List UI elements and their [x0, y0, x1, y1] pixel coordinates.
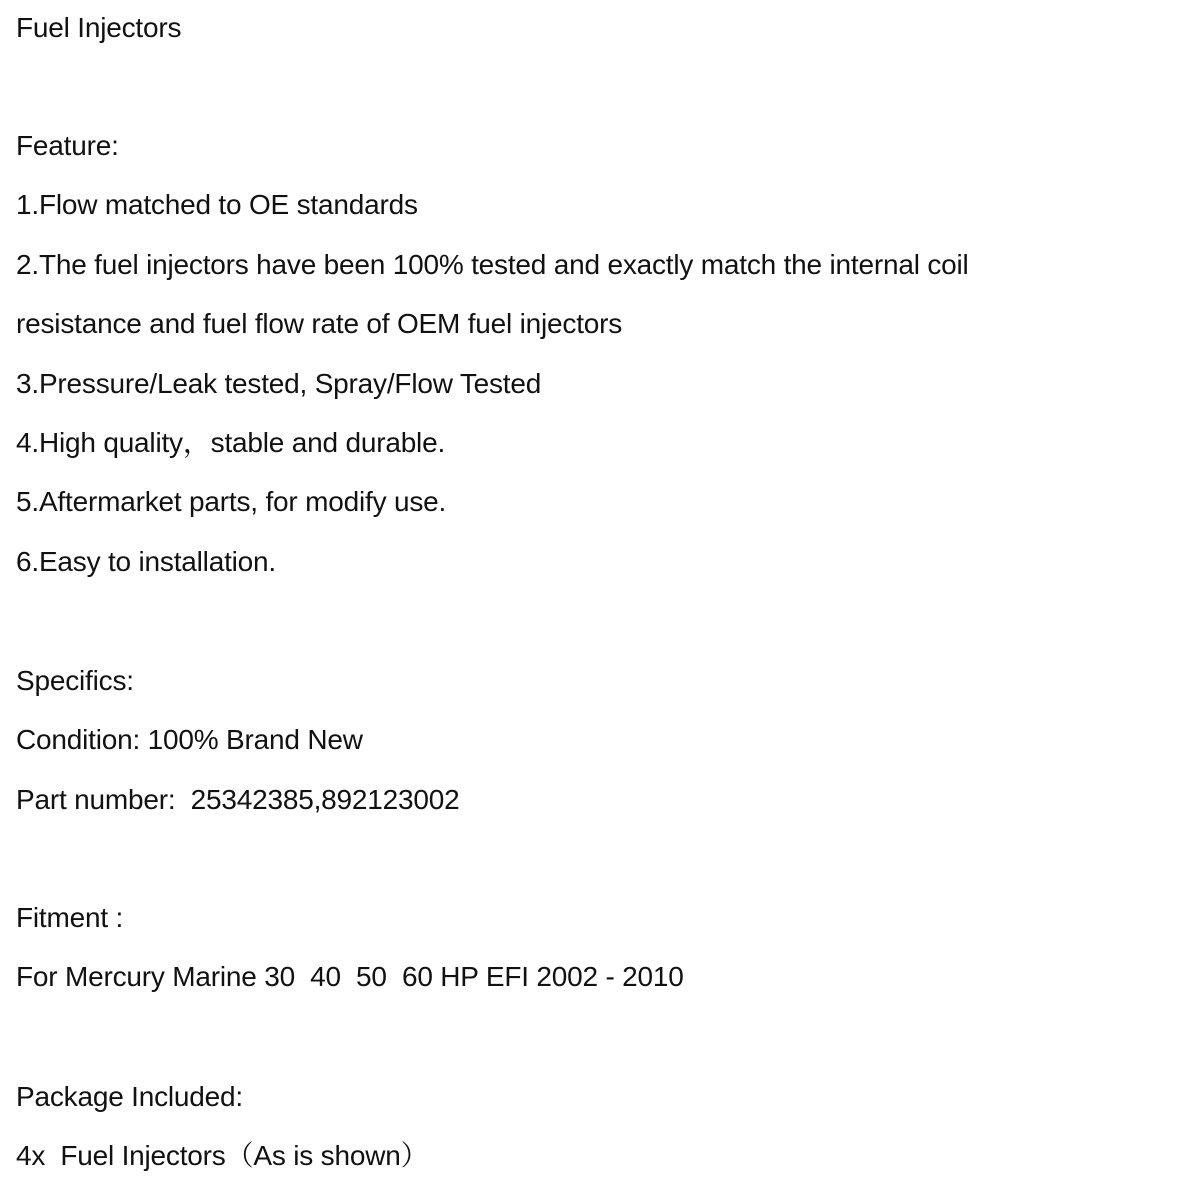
feature-item-3: 3.Pressure/Leak tested, Spray/Flow Tested	[16, 368, 542, 399]
fitment-heading: Fitment :	[16, 902, 124, 933]
fitment-text: For Mercury Marine 30 40 50 60 HP EFI 2002 - 2010	[16, 961, 684, 992]
feature-item-4: 4.High quality，stable and durable.	[16, 427, 446, 458]
specifics-heading: Specifics:	[16, 665, 134, 696]
feature-item-2-continued: resistance and fuel flow rate of OEM fuel injectors	[16, 308, 623, 339]
condition-text: Condition: 100% Brand New	[16, 724, 363, 755]
feature-heading: Feature:	[16, 130, 119, 161]
package-text: 4x Fuel Injectors（As is shown）	[16, 1140, 429, 1171]
feature-item-2: 2.The fuel injectors have been 100% tested and exactly match the internal coil	[16, 249, 969, 280]
part-number-text: Part number: 25342385,892123002	[16, 784, 460, 815]
document-title: Fuel Injectors	[16, 12, 182, 43]
feature-item-6: 6.Easy to installation.	[16, 546, 276, 577]
feature-item-5: 5.Aftermarket parts, for modify use.	[16, 486, 447, 517]
feature-item-1: 1.Flow matched to OE standards	[16, 189, 418, 220]
package-heading: Package Included:	[16, 1081, 243, 1112]
